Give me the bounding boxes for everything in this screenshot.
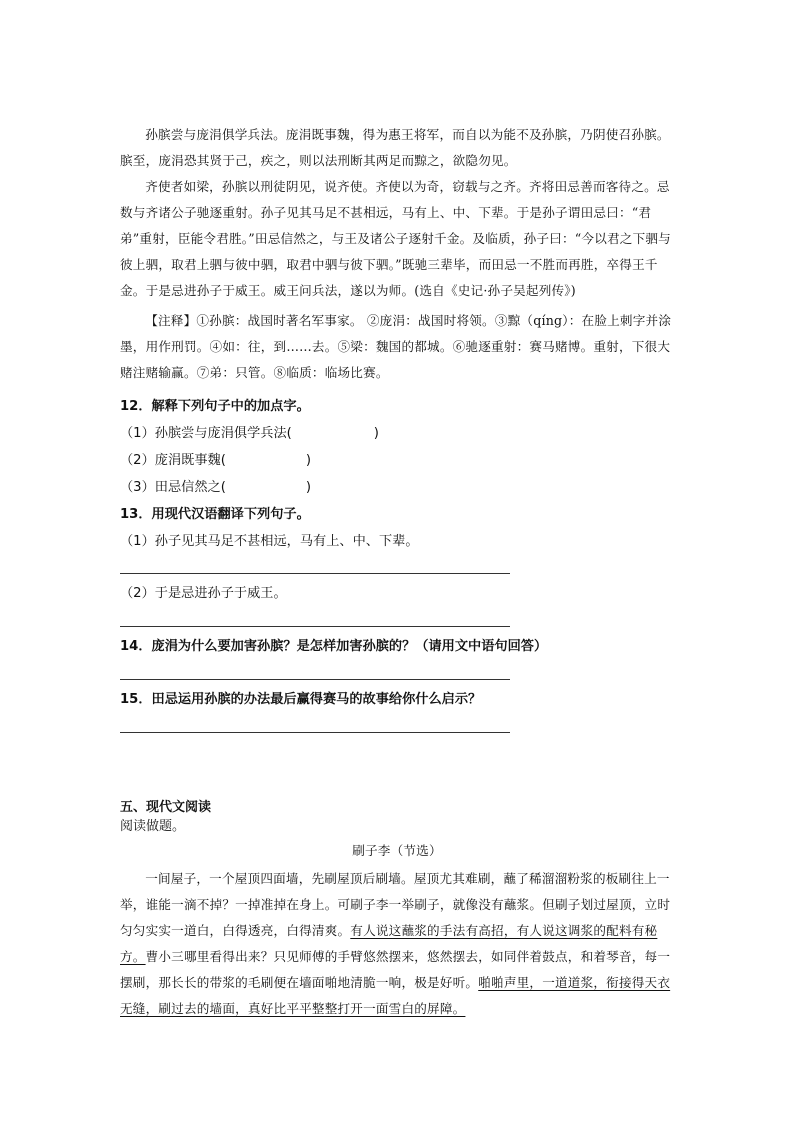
question-12-1	[120, 424, 379, 444]
answer-line-15[interactable]	[120, 732, 510, 733]
annotation-note: 【注释】①孙膑：战国时著名军事家。 ②庞涓：战国时将领。③黥（qíng）：在脸上刺字并涂墨，用作刑罚。④如：往，到……去。⑤梁：魏国的都城。⑥驰逐重射：赛马赌博。重射，下很大赌注赌输赢。⑦弟：只管。⑧临质：临场比赛。	[120, 313, 672, 380]
question-15	[120, 690, 481, 710]
close-paren: )	[305, 453, 312, 468]
classical-passage	[120, 122, 676, 386]
modern-text-b: 曹小三哪里看得出来？只见师傅的手臂悠然摆来，悠然摆去，如同伴着鼓点，和着琴音，每一摆刷，那长长的带浆的毛刷便在墙面啪地清脆一响，极是好听。	[120, 949, 671, 990]
question-15-text: 15．田忌运用孙膑的办法最后赢得赛马的故事给你什么启示？	[120, 692, 482, 707]
underlined-sentence-2: 啪啪声里，一道道浆，衔接得天衣无缝，刷过去的墙面，真好比平平整整打开一面雪白的屏障。	[120, 975, 671, 1016]
close-paren: )	[373, 426, 379, 441]
question-12-text: 12．解释下列句子中的加点字。	[120, 399, 310, 414]
question-14	[120, 637, 547, 657]
question-12-3-text: （3）田忌信然之(	[120, 480, 226, 495]
section-instruction: 阅读做题。	[120, 819, 186, 834]
answer-line-13-1[interactable]	[120, 573, 510, 574]
classical-paragraph-2: 齐使者如梁，孙膑以刑徒阴见，说齐使。齐使以为奇，窃载与之齐。齐将田忌善而客待之。忌数与齐诸公子驰逐重射。孙子见其马足不甚相远，马有上、中、下辈。于是孙子谓田忌曰：“君弟”重射，臣能令君胜。”田忌信然之，与王及诸公子逐射千金。及临质，孙子曰：“今以君之下驷与彼上驷，取君上驷与彼中驷，取君中驷与彼下驷。”既驰三辈毕，而田忌一不胜而再胜，卒得王千金。于是忌进孙子于威王。威王问兵法，遂以为师。(选自《史记·孙子吴起列传》)	[120, 179, 671, 298]
question-12-2-text: （2）庞涓既事魏(	[120, 453, 226, 468]
answer-line-13-2[interactable]	[120, 626, 510, 627]
modern-paragraph	[120, 866, 676, 1022]
classical-paragraph-1: 孙膑尝与庞涓俱学兵法。庞涓既事魏，得为惠王将军，而自以为能不及孙膑，乃阴使召孙膑。膑至，庞涓恐其贤于己，疾之，则以法刑断其两足而黥之，欲隐勿见。	[120, 127, 670, 168]
close-paren: )	[305, 480, 312, 495]
underlined-sentence-1: 有人说这蘸浆的手法有高招，有人说这调浆的配料有秘方。	[120, 923, 658, 964]
question-12-3	[120, 478, 311, 498]
question-13-2-text: （2）于是忌进孙子于威王。	[120, 586, 287, 601]
question-13	[120, 505, 310, 525]
question-12-1-text: （1）孙膑尝与庞涓俱学兵法(	[120, 426, 292, 441]
question-13-2	[120, 584, 287, 604]
question-13-1	[120, 532, 419, 552]
section-heading: 五、现代文阅读	[120, 800, 212, 815]
modern-text-a: 一间屋子，一个屋顶四面墙，先刷屋顶后刷墙。屋顶尤其难刷，蘸了稀溜溜粉浆的板刷往上一举，谁能一滴不掉？一掉准掉在身上。可刷子李一举刷子，就像没有蘸浆。但刷子划过屋顶，立时匀匀实实一道白，白得透亮，白得清爽。	[120, 871, 671, 938]
answer-line-14[interactable]	[120, 679, 510, 680]
question-12	[120, 397, 310, 417]
question-13-text: 13．用现代汉语翻译下列句子。	[120, 507, 310, 522]
modern-passage	[120, 866, 676, 1022]
question-14-text: 14．庞涓为什么要加害孙膑？是怎样加害孙膑的？（请用文中语句回答）	[120, 639, 548, 654]
question-12-2	[120, 451, 311, 471]
passage-title: 刷子李（节选）	[352, 843, 442, 858]
question-13-1-text: （1）孙子见其马足不甚相远，马有上、中、下辈。	[120, 534, 419, 549]
